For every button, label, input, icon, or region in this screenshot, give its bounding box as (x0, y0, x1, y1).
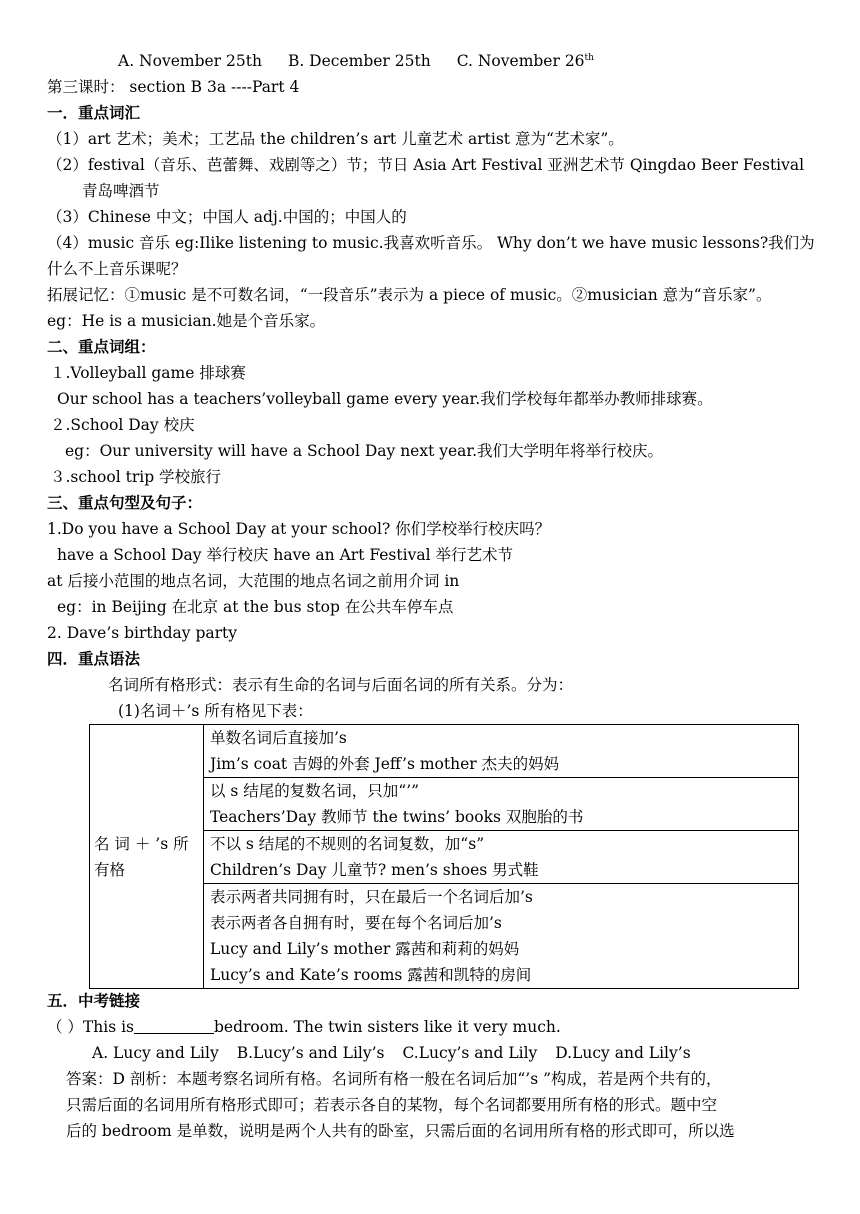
extension-note: 拓展记忆：①music 是不可数名词，“一段音乐”表示为 a piece of music。②musician 意为“音乐家”。 (47, 286, 772, 304)
extension-example: eg：He is a musician.她是个音乐家。 (47, 312, 326, 330)
answer-blank (134, 1018, 214, 1034)
phrase-1: １.Volleyball game 排球赛 (50, 364, 246, 382)
table-cell-singular (204, 725, 799, 778)
exam-option-a: A. Lucy and Lily (92, 1044, 219, 1062)
vocab-item-3: （3）Chinese 中文；中国人 adj.中国的；中国人的 (47, 208, 407, 226)
cell-line: 表示两者共同拥有时，只在最后一个名词后加’s (210, 888, 533, 906)
answer-line-1: 答案：D 剖析：本题考察名词所有格。名词所有格一般在名词后加“’s ”构成，若是两个共有的， (66, 1070, 722, 1088)
heading-phrases: 二、重点词组： (47, 337, 156, 356)
cell-line: Lucy and Lily’s mother 露茜和莉莉的妈妈 (210, 940, 520, 958)
phrase-3: ３.school trip 学校旅行 (50, 468, 222, 486)
answer-line-3: 后的 bedroom 是单数，说明是两个人共有的卧室，只需后面的名词用所有格的形式即可，所以选 (66, 1122, 735, 1140)
heading-vocabulary: 一．重点词汇 (47, 103, 141, 122)
question-stem-end: bedroom. The twin sisters like it very much. (214, 1018, 561, 1036)
vocab-item-1: （1）art 艺术；美术；工艺品 the children’s art 儿童艺术 artist 意为“艺术家”。 (47, 130, 624, 148)
answer-line-2: 只需后面的名词用所有格形式即可；若表示各自的某物，每个名词都要用所有格的形式。题中空 (66, 1096, 718, 1114)
table-row (90, 725, 799, 778)
table-cell-irregular (204, 831, 799, 884)
table-label-line-1: 名 词 ＋ ’s 所 (94, 834, 189, 853)
cell-line: 不以 s 结尾的不规则的名词复数，加“s” (210, 835, 485, 853)
cell-line: 表示两者各自拥有时，要在每个名词后加’s (210, 914, 502, 932)
grammar-intro: 名词所有格形式：表示有生命的名词与后面名词的所有关系。分为： (108, 676, 574, 694)
phrase-1-example: Our school has a teachers’volleyball game every year.我们学校每年都举办教师排球赛。 (57, 390, 713, 408)
exam-option-d: D.Lucy and Lily’s (555, 1044, 691, 1062)
lesson-title: 第三课时： section B 3a ----Part 4 (47, 78, 300, 96)
question-stem-start: （ ）This is (47, 1018, 134, 1036)
vocab-item-2-cont: 青岛啤酒节 (82, 182, 160, 200)
cell-line: 单数名词后直接加’s (210, 729, 347, 747)
cell-line: Lucy’s and Kate’s rooms 露茜和凯特的房间 (210, 966, 532, 984)
cell-line: Teachers’Day 教师节 the twins’ books 双胞胎的书 (210, 808, 584, 826)
options-line (118, 50, 594, 72)
sentence-1-phrases: have a School Day 举行校庆 have an Art Festival 举行艺术节 (57, 546, 513, 564)
vocab-item-4-cont: 什么不上音乐课呢？ (47, 260, 187, 278)
exam-options (92, 1042, 691, 1064)
grammar-table-caption: (1)名词＋’s 所有格见下表： (118, 702, 313, 720)
phrase-2: ２.School Day 校庆 (50, 416, 195, 434)
possessive-table (89, 724, 799, 989)
option-a: A. November 25th (118, 52, 262, 70)
option-c: C. November 26 (456, 52, 585, 70)
vocab-item-4: （4）music 音乐 eg:Ilike listening to music.我喜欢听音乐。 Why don’t we have music lessons?我们为 (47, 234, 815, 252)
cell-line: 以 s 结尾的复数名词，只加“’” (210, 782, 420, 800)
table-cell-plural-s (204, 778, 799, 831)
table-label-cell (90, 725, 204, 989)
heading-grammar: 四．重点语法 (47, 649, 141, 668)
option-b: B. December 25th (287, 52, 431, 70)
cell-line: Children’s Day 儿童节? men’s shoes 男式鞋 (210, 861, 539, 879)
heading-exam-link: 五．中考链接 (47, 991, 141, 1010)
sentence-2: 2. Dave’s birthday party (47, 624, 238, 642)
vocab-item-2: （2）festival（音乐、芭蕾舞、戏剧等之）节；节日 Asia Art Festival 亚洲艺术节 Qingdao Beer Festival (47, 156, 805, 174)
cell-line: Jim’s coat 吉姆的外套 Jeff’s mother 杰夫的妈妈 (210, 755, 560, 773)
sentence-1-note: at 后接小范围的地点名词，大范围的地点名词之前用介词 in (47, 572, 460, 590)
sentence-1: 1.Do you have a School Day at your school? 你们学校举行校庆吗？ (47, 520, 551, 538)
table-cell-joint (204, 884, 799, 989)
exam-option-b: B.Lucy’s and Lily’s (236, 1044, 385, 1062)
table-label-line-2: 有格 (94, 860, 126, 879)
sentence-1-example: eg：in Beijing 在北京 at the bus stop 在公共车停车点 (57, 598, 454, 616)
exam-question (47, 1016, 561, 1038)
exam-option-c: C.Lucy’s and Lily (402, 1044, 538, 1062)
heading-sentences: 三、重点句型及句子： (47, 493, 203, 512)
option-c-sup: th (584, 53, 594, 63)
phrase-2-example: eg：Our university will have a School Day next year.我们大学明年将举行校庆。 (65, 442, 664, 460)
